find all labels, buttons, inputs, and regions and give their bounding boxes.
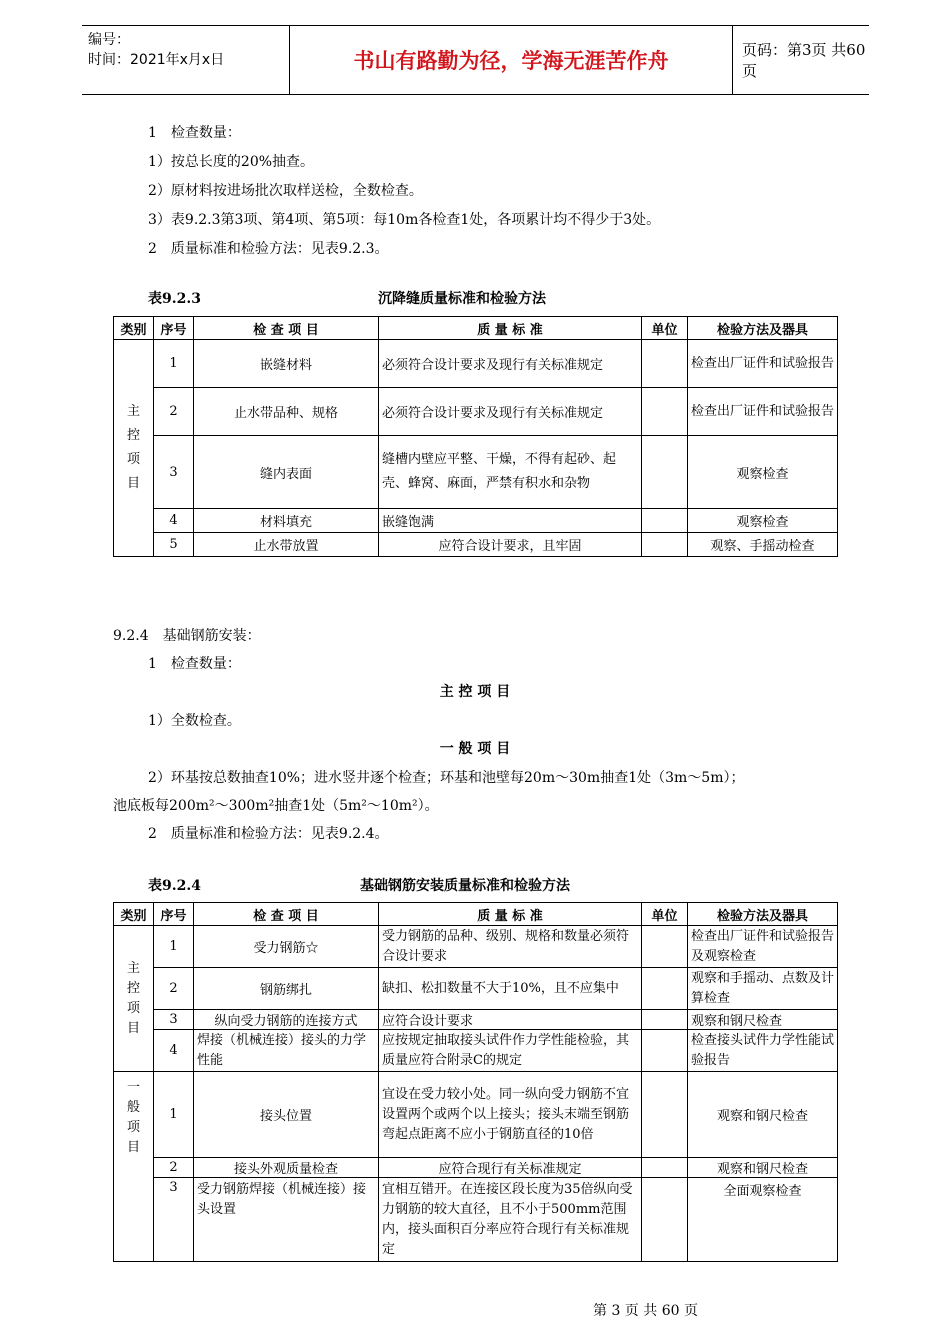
table-header-row	[114, 903, 838, 926]
table-number: 表9.2.3	[148, 291, 201, 307]
check-method: 观察、手摇动检查	[688, 533, 838, 557]
table-row	[114, 1010, 838, 1030]
table-title: 基础钢筋安装质量标准和检验方法	[360, 878, 570, 894]
quality-standard: 应符合现行有关标准规定	[379, 1158, 642, 1178]
header-motto: 书山有路勤为径，学海无涯苦作舟	[289, 26, 733, 94]
page-footer: 第 3 页 共 60 页	[593, 1303, 698, 1319]
unit-cell	[642, 1030, 688, 1072]
row-number: 1	[154, 340, 194, 388]
subheading-main: 主 控 项 目	[439, 684, 511, 700]
check-item: 嵌缝材料	[194, 340, 379, 388]
col-header: 质 量 标 准	[379, 317, 642, 340]
quality-standard: 应按规定抽取接头试件作力学性能检验，其质量应符合附录C的规定	[379, 1030, 642, 1072]
unit-cell	[642, 1178, 688, 1262]
header-left	[88, 30, 224, 70]
check-item: 受力钢筋焊接（机械连接）接头设置	[194, 1178, 379, 1262]
row-number: 3	[154, 436, 194, 509]
category-cell: 一般项目	[114, 1072, 154, 1262]
category-cell: 主控项目	[114, 926, 154, 1072]
quality-standard: 必须符合设计要求及现行有关标准规定	[379, 388, 642, 436]
row-number: 2	[154, 388, 194, 436]
check-method: 检查出厂证件和试验报告	[688, 388, 838, 436]
table-header-row	[114, 317, 838, 340]
check-item: 止水带放置	[194, 533, 379, 557]
table-row	[114, 968, 838, 1010]
check-method: 检查出厂证件和试验报告及观察检查	[688, 926, 838, 968]
unit-cell	[642, 926, 688, 968]
paragraph: 1 检查数量：	[148, 656, 241, 672]
table-row	[114, 533, 838, 557]
subheading-general: 一 般 项 目	[439, 741, 511, 757]
check-method: 检查接头试件力学性能试验报告	[688, 1030, 838, 1072]
col-header: 质 量 标 准	[379, 903, 642, 926]
col-header: 单位	[642, 903, 688, 926]
unit-cell	[642, 340, 688, 388]
paragraph: 1）按总长度的20%抽查。	[148, 154, 315, 170]
check-item: 钢筋绑扎	[194, 968, 379, 1010]
paragraph: 2 质量标准和检验方法：见表9.2.3。	[148, 241, 389, 257]
category-cell: 主控项目	[114, 340, 154, 557]
header-page-info: 页码：第3页 共60页	[742, 41, 866, 80]
check-item: 缝内表面	[194, 436, 379, 509]
paragraph: 2）环基按总数抽查10%；进水竖井逐个检查；环基和池壁每20m～30m抽查1处（3m～5m）；	[148, 770, 745, 786]
table-row	[114, 436, 838, 509]
row-number: 3	[154, 1178, 194, 1262]
check-method: 全面观察检查	[688, 1178, 838, 1262]
unit-cell	[642, 436, 688, 509]
quality-standard: 应符合设计要求，且牢固	[379, 533, 642, 557]
check-item: 接头位置	[194, 1072, 379, 1158]
paragraph: 2 质量标准和检验方法：见表9.2.4。	[148, 826, 389, 842]
table-row	[114, 509, 838, 533]
unit-cell	[642, 1158, 688, 1178]
col-header: 序号	[154, 903, 194, 926]
quality-standard: 宜相互错开。在连接区段长度为35倍纵向受力钢筋的较大直径，且不小于500mm范围内，接头面积百分率应符合现行有关标准规定	[379, 1178, 642, 1262]
check-method: 观察和手摇动、点数及计算检查	[688, 968, 838, 1010]
paragraph: 1）全数检查。	[148, 713, 241, 729]
check-method: 观察检查	[688, 436, 838, 509]
quality-standard: 缝槽内壁应平整、干燥，不得有起砂、起壳、蜂窝、麻面，严禁有积水和杂物	[379, 436, 642, 509]
check-item: 焊接（机械连接）接头的力学性能	[194, 1030, 379, 1072]
check-item: 接头外观质量检查	[194, 1158, 379, 1178]
check-method: 观察检查	[688, 509, 838, 533]
col-header: 检 查 项 目	[194, 903, 379, 926]
check-item: 止水带品种、规格	[194, 388, 379, 436]
quality-standard: 必须符合设计要求及现行有关标准规定	[379, 340, 642, 388]
col-header: 类别	[114, 903, 154, 926]
table-number: 表9.2.4	[148, 878, 201, 894]
page-header	[82, 25, 869, 95]
paragraph: 池底板每200m²～300m²抽查1处（5m²～10m²）。	[113, 798, 439, 814]
quality-standard: 嵌缝饱满	[379, 509, 642, 533]
unit-cell	[642, 509, 688, 533]
check-item: 受力钢筋☆	[194, 926, 379, 968]
doc-number-label: 编号：	[88, 32, 130, 48]
quality-table-9-2-4	[113, 902, 838, 1262]
col-header: 检验方法及器具	[688, 903, 838, 926]
table-row	[114, 388, 838, 436]
row-number: 3	[154, 1010, 194, 1030]
check-item: 纵向受力钢筋的连接方式	[194, 1010, 379, 1030]
row-number: 2	[154, 1158, 194, 1178]
quality-table-9-2-3	[113, 316, 838, 557]
unit-cell	[642, 1072, 688, 1158]
check-item: 材料填充	[194, 509, 379, 533]
doc-time-label: 时间：2021年x月x日	[88, 52, 225, 68]
row-number: 4	[154, 1030, 194, 1072]
table-row	[114, 1158, 838, 1178]
table-title: 沉降缝质量标准和检验方法	[378, 291, 546, 307]
table-row	[114, 1178, 838, 1262]
col-header: 单位	[642, 317, 688, 340]
check-method: 观察和钢尺检查	[688, 1158, 838, 1178]
table-row	[114, 1072, 838, 1158]
row-number: 4	[154, 509, 194, 533]
row-number: 2	[154, 968, 194, 1010]
quality-standard: 缺扣、松扣数量不大于10%，且不应集中	[379, 968, 642, 1010]
col-header: 检 查 项 目	[194, 317, 379, 340]
quality-standard: 受力钢筋的品种、级别、规格和数量必须符合设计要求	[379, 926, 642, 968]
paragraph: 3）表9.2.3第3项、第4项、第5项：每10m各检查1处，各项累计均不得少于3处。	[148, 212, 661, 228]
col-header: 序号	[154, 317, 194, 340]
col-header: 类别	[114, 317, 154, 340]
section-heading: 9.2.4 基础钢筋安装：	[113, 628, 261, 644]
row-number: 1	[154, 1072, 194, 1158]
unit-cell	[642, 968, 688, 1010]
row-number: 1	[154, 926, 194, 968]
table-row	[114, 340, 838, 388]
unit-cell	[642, 388, 688, 436]
quality-standard: 宜设在受力较小处。同一纵向受力钢筋不宜设置两个或两个以上接头；接头末端至钢筋弯起点距离不应小于钢筋直径的10倍	[379, 1072, 642, 1158]
quality-standard: 应符合设计要求	[379, 1010, 642, 1030]
check-method: 观察和钢尺检查	[688, 1072, 838, 1158]
col-header: 检验方法及器具	[688, 317, 838, 340]
table-row	[114, 1030, 838, 1072]
paragraph: 1 检查数量：	[148, 125, 241, 141]
paragraph: 2）原材料按进场批次取样送检，全数检查。	[148, 183, 423, 199]
table-row	[114, 926, 838, 968]
unit-cell	[642, 1010, 688, 1030]
row-number: 5	[154, 533, 194, 557]
check-method: 检查出厂证件和试验报告	[688, 340, 838, 388]
unit-cell	[642, 533, 688, 557]
check-method: 观察和钢尺检查	[688, 1010, 838, 1030]
